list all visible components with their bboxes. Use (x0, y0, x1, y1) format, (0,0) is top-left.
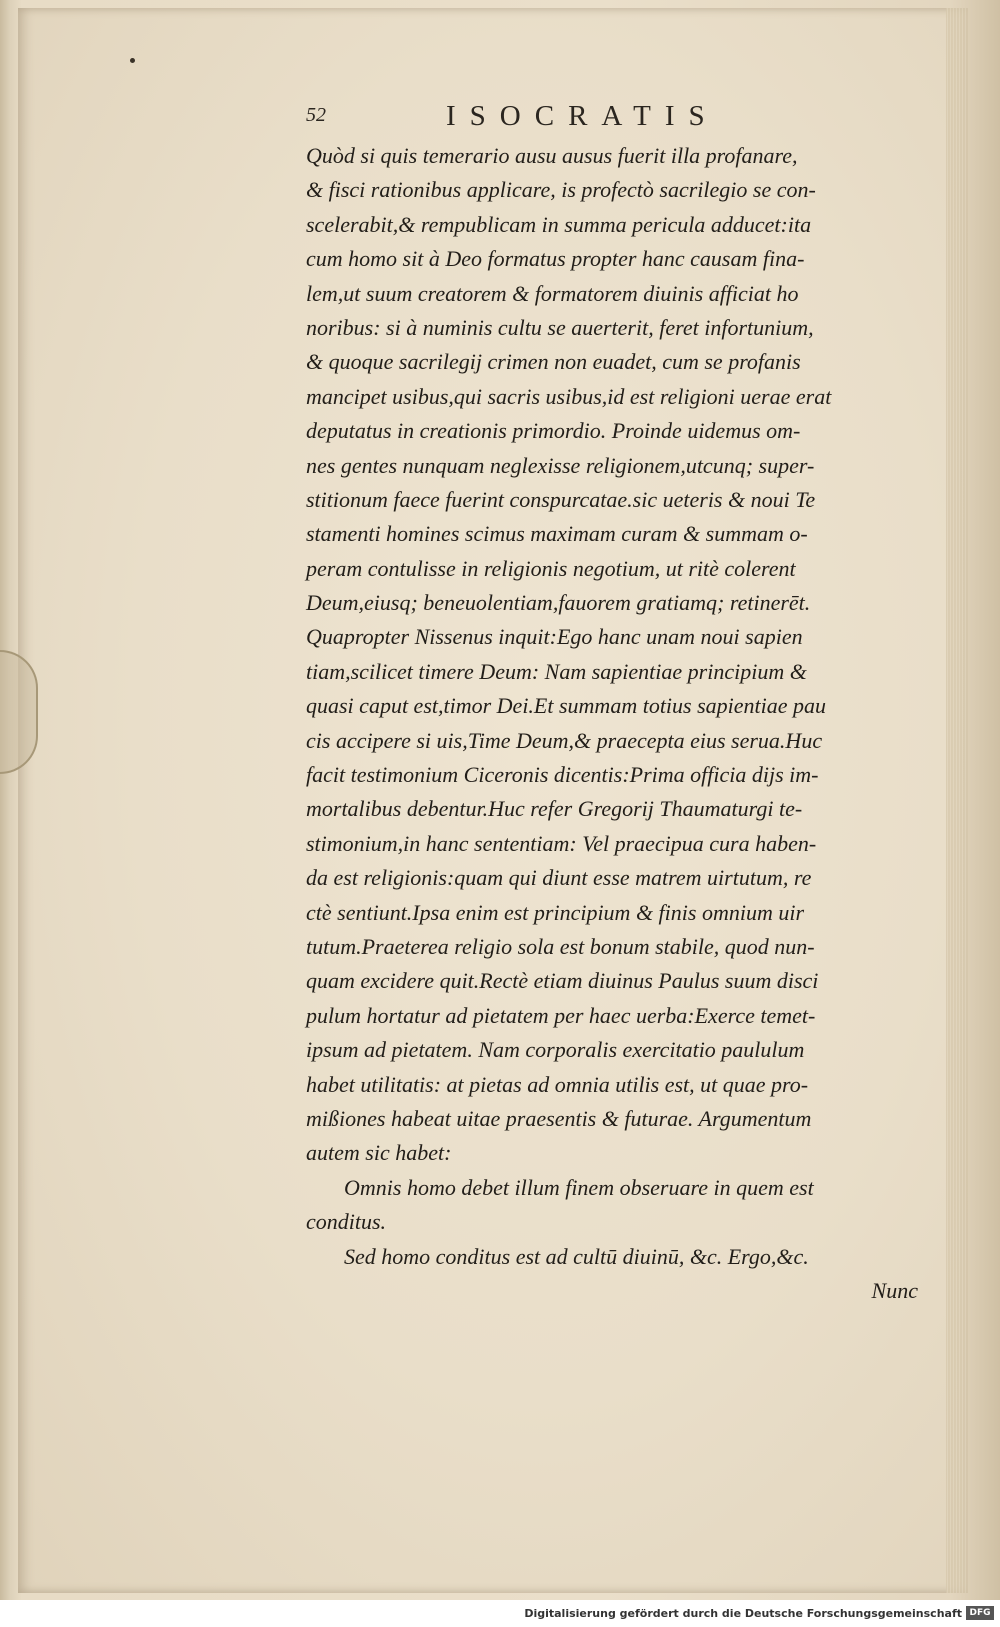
catchword: Nunc (871, 1277, 918, 1303)
syllogism-major-premise: Omnis homo debet illum finem obseruare in quem est (344, 1174, 814, 1200)
text-line: ipsum ad pietatem. Nam corporalis exercitatio paululum (306, 1037, 805, 1063)
text-line: conditus. (306, 1209, 387, 1235)
text-line: ctè sentiunt.Ipsa enim est principium & finis omnium uir (306, 899, 805, 925)
text-line: cis accipere si uis,Time Deum,& praecepta eius serua.Huc (306, 727, 823, 753)
text-line: Quòd si quis temerario ausu ausus fuerit illa profanare, (306, 143, 798, 168)
text-line: habet utilitatis: at pietas ad omnia utilis est, ut quae pro- (306, 1071, 809, 1097)
page-header (306, 100, 906, 140)
text-line: noribus: si à numinis cultu se auerterit, feret infortunium, (306, 314, 814, 340)
page-number: 52 (306, 104, 326, 126)
text-line: deputatus in creationis primordio. Proinde uidemus om- (306, 418, 801, 444)
text-line: & fisci rationibus applicare, is profectò sacrilegio se con- (306, 177, 816, 203)
text-line: mißiones habeat uitae praesentis & futurae. Argumentum (306, 1105, 812, 1131)
text-line: stamenti homines scimus maximam curam & summam o- (306, 521, 808, 547)
text-line: mancipet usibus,qui sacris usibus,id est religioni uerae erat (306, 383, 832, 409)
text-line: quasi caput est,timor Dei.Et summam totius sapientiae pau (306, 693, 827, 719)
syllogism-minor-premise: Sed homo conditus est ad cultū diuinū, &c. Ergo,&c. (344, 1243, 809, 1269)
footer-credit: Digitalisierung gefördert durch die Deutsche Forschungsgemeinschaft (524, 1607, 962, 1620)
text-line: facit testimonium Ciceronis dicentis:Prima officia dijs im- (306, 762, 819, 788)
digitization-footer (0, 1600, 1000, 1627)
text-line: tiam,scilicet timere Deum: Nam sapientiae principium & (306, 658, 807, 684)
dfg-logo: DFG (966, 1606, 994, 1620)
body-text (306, 139, 926, 1308)
text-line: da est religionis:quam qui diunt esse matrem uirtutum, re (306, 865, 812, 891)
text-line: Quapropter Nissenus inquit:Ego hanc unam noui sapien (306, 624, 803, 650)
text-line: Deum,eiusq; beneuolentiam,fauorem gratiamq; retinerēt. (306, 590, 811, 616)
running-title: ISOCRATIS (446, 100, 719, 132)
text-line: scelerabit,& rempublicam in summa pericula adducet:ita (306, 211, 812, 237)
text-line: autem sic habet: (306, 1140, 452, 1166)
text-line: cum homo sit à Deo formatus propter hanc causam fina- (306, 246, 805, 272)
text-line: peram contulisse in religionis negotium, ut ritè colerent (306, 555, 796, 581)
text-line: tutum.Praeterea religio sola est bonum stabile, quod nun- (306, 933, 815, 959)
page-edge (946, 8, 968, 1593)
text-line: nes gentes nunquam neglexisse religionem,utcunq; super- (306, 452, 815, 478)
text-line: stitionum faece fuerint conspurcatae.sic ueteris & noui Te (306, 486, 816, 512)
text-line: quam excidere quit.Rectè etiam diuinus Paulus suum disci (306, 968, 819, 994)
ink-speck (130, 58, 135, 63)
text-line: lem,ut suum creatorem & formatorem diuinis afficiat ho (306, 280, 799, 306)
text-line: pulum hortatur ad pietatem per haec uerba:Exerce temet- (306, 1002, 816, 1028)
binding-clip (0, 650, 38, 774)
text-line: stimonium,in hanc sententiam: Vel praecipua cura haben- (306, 830, 817, 856)
text-line: & quoque sacrilegij crimen non euadet, cum se profanis (306, 349, 801, 375)
text-line: mortalibus debentur.Huc refer Gregorij Thaumaturgi te- (306, 796, 803, 822)
